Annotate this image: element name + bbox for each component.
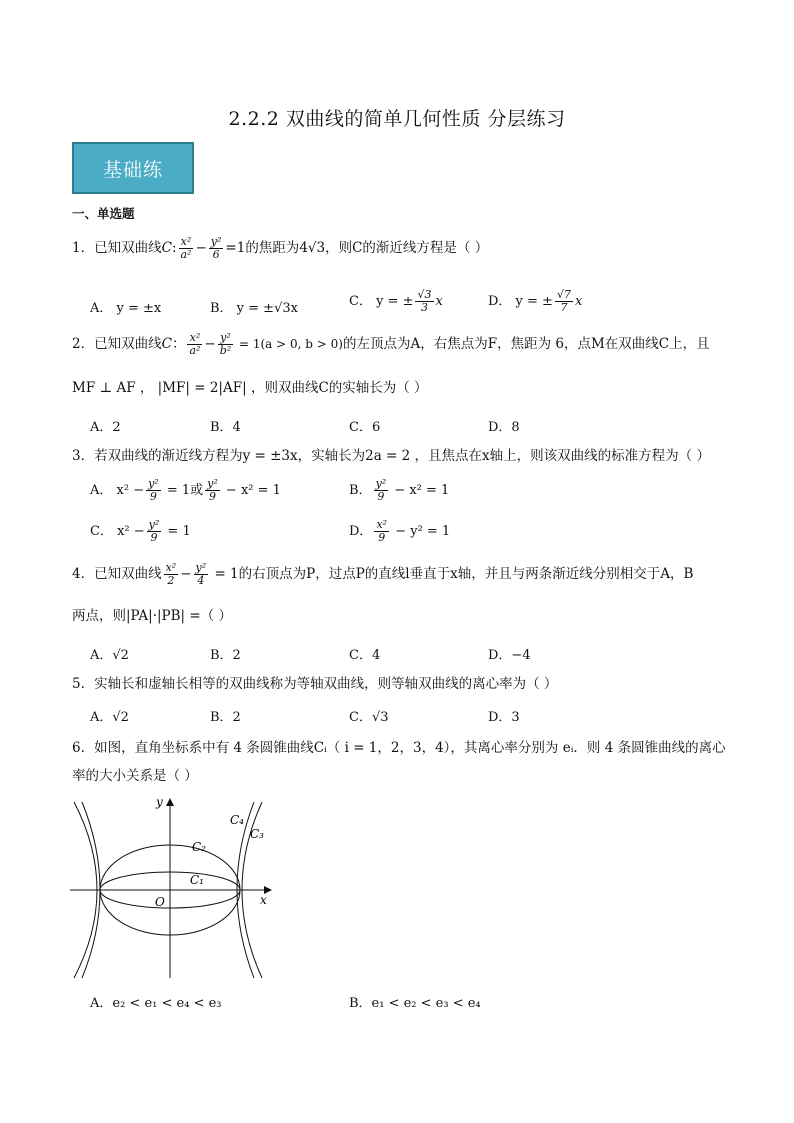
q3-option-b: B． $\frac{\text{y²}}{9}$ − x² = 1 bbox=[349, 477, 450, 503]
question-4-line-2: 两点，则|PA|·|PB| =（ ） bbox=[72, 608, 232, 624]
page-title: 2.2.2 双曲线的简单几何性质 分层练习 bbox=[228, 108, 566, 130]
question-3: 3．若双曲线的渐近线方程为y = ±3x，实轴长为2a = 2 ，且焦点在x轴上，则该双曲线的标准方程为（ ） bbox=[72, 448, 710, 464]
conic-curves-figure bbox=[70, 794, 280, 980]
fraction: $\frac{\text{y²}}{4}$ bbox=[195, 561, 207, 587]
q5-option-c: C．√3 bbox=[349, 710, 389, 725]
fraction: $\frac{\text{y²}}{6}$ bbox=[210, 235, 222, 261]
fraction: $\frac{\text{x²}}{9}$ bbox=[376, 518, 388, 544]
fraction: $\frac{\text{y²}}{9}$ bbox=[148, 518, 160, 544]
q6-option-a: A．e₂ < e₁ < e₄ < e₃ bbox=[90, 996, 222, 1011]
fraction: $\frac{\text{y²}}{9}$ bbox=[148, 477, 159, 503]
q5-option-a: A．√2 bbox=[90, 710, 129, 725]
q4-option-b: B．2 bbox=[210, 648, 241, 663]
c1-label: C₁ bbox=[190, 873, 204, 887]
q4-option-d: D．−4 bbox=[488, 648, 531, 663]
q3-option-c: C． x² − $\frac{\text{y²}}{9}$ = 1 bbox=[90, 518, 191, 544]
q1-option-b: B． y = ±√3x bbox=[210, 301, 298, 316]
section-heading: 一、单选题 bbox=[72, 206, 135, 221]
fraction: $\frac{\text{y²}}{9}$ bbox=[207, 477, 218, 503]
q4-option-a: A．√2 bbox=[90, 648, 129, 663]
q4-option-c: C．4 bbox=[349, 648, 381, 663]
question-6-line-2: 率的大小关系是（ ） bbox=[72, 768, 198, 784]
question-2-line-2: MF ⊥ AF ， |MF| = 2|AF| ，则双曲线C的实轴长为（ ） bbox=[72, 380, 428, 396]
y-label: y bbox=[156, 795, 163, 809]
q5-option-b: B．2 bbox=[210, 710, 241, 725]
q3-option-d: D． $\frac{\text{x²}}{9}$ − y² = 1 bbox=[349, 518, 451, 544]
q2-option-d: D．8 bbox=[488, 420, 520, 435]
question-2-line-1: 2．已知双曲线C： $\frac{\text{x²}}{\text{a²}}$ − $\frac{\text{y²}}{\text{b²}}$ = 1(a > 0, b > 0)的左顶点为A，右焦点为F，焦距为 6，点M在双曲线C上，且 bbox=[72, 331, 710, 357]
fraction: $\frac{√7}{7}$ bbox=[556, 288, 571, 314]
c4-label: C₄ bbox=[230, 813, 244, 827]
q2-option-b: B．4 bbox=[210, 420, 241, 435]
fraction: $\frac{\text{y²}}{9}$ bbox=[375, 477, 387, 503]
fraction: $\frac{\text{y²}}{\text{b²}}$ bbox=[219, 331, 232, 357]
q3-option-a: A． x² − $\frac{\text{y²}}{9}$ = 1或 $\frac{\text{y²}}{9}$ − x² = 1 bbox=[90, 477, 281, 503]
question-1: 1．已知双曲线C: $\frac{\text{x²}}{\text{a²}}$ − $\frac{\text{y²}}{6}$ =1的焦距为4√3，则C的渐近线方程是（ ） bbox=[72, 235, 489, 261]
question-4-line-1: 4．已知双曲线 $\frac{\text{x²}}{2}$ − $\frac{\text{y²}}{4}$ = 1的右顶点为P，过点P的直线l垂直于x轴，并且与两条渐近线分别相交于A，B bbox=[72, 561, 694, 587]
fraction: $\frac{\text{x²}}{\text{a²}}$ bbox=[180, 235, 192, 261]
q2-option-a: A．2 bbox=[90, 420, 121, 435]
q1-option-a: A． y = ±x bbox=[90, 301, 162, 316]
y-axis-arrow bbox=[166, 798, 174, 806]
section-badge: 基础练 bbox=[72, 142, 194, 194]
fraction: $\frac{√3}{3}$ bbox=[417, 288, 432, 314]
c2-label: C₂ bbox=[192, 840, 206, 854]
question-6-line-1: 6．如图，直角坐标系中有 4 条圆锥曲线Cᵢ（ i = 1，2，3，4），其离心率分别为 eᵢ．则 4 条圆锥曲线的离心 bbox=[72, 740, 726, 756]
fraction: $\frac{\text{x²}}{\text{a²}}$ bbox=[189, 331, 201, 357]
q5-option-d: D．3 bbox=[488, 710, 520, 725]
c3-label: C₃ bbox=[250, 827, 264, 841]
q2-option-c: C．6 bbox=[349, 420, 381, 435]
q1-option-d: D． y = ± $\frac{√7}{7}$ x bbox=[488, 288, 583, 314]
origin-label: O bbox=[155, 895, 165, 909]
x-label: x bbox=[260, 893, 267, 907]
q1-option-c: C． y = ± $\frac{√3}{3}$ x bbox=[349, 288, 443, 314]
q6-option-b: B．e₁ < e₂ < e₃ < e₄ bbox=[349, 996, 481, 1011]
fraction: $\frac{\text{x²}}{2}$ bbox=[165, 561, 177, 587]
question-5: 5．实轴长和虚轴长相等的双曲线称为等轴双曲线，则等轴双曲线的离心率为（ ） bbox=[72, 676, 558, 692]
